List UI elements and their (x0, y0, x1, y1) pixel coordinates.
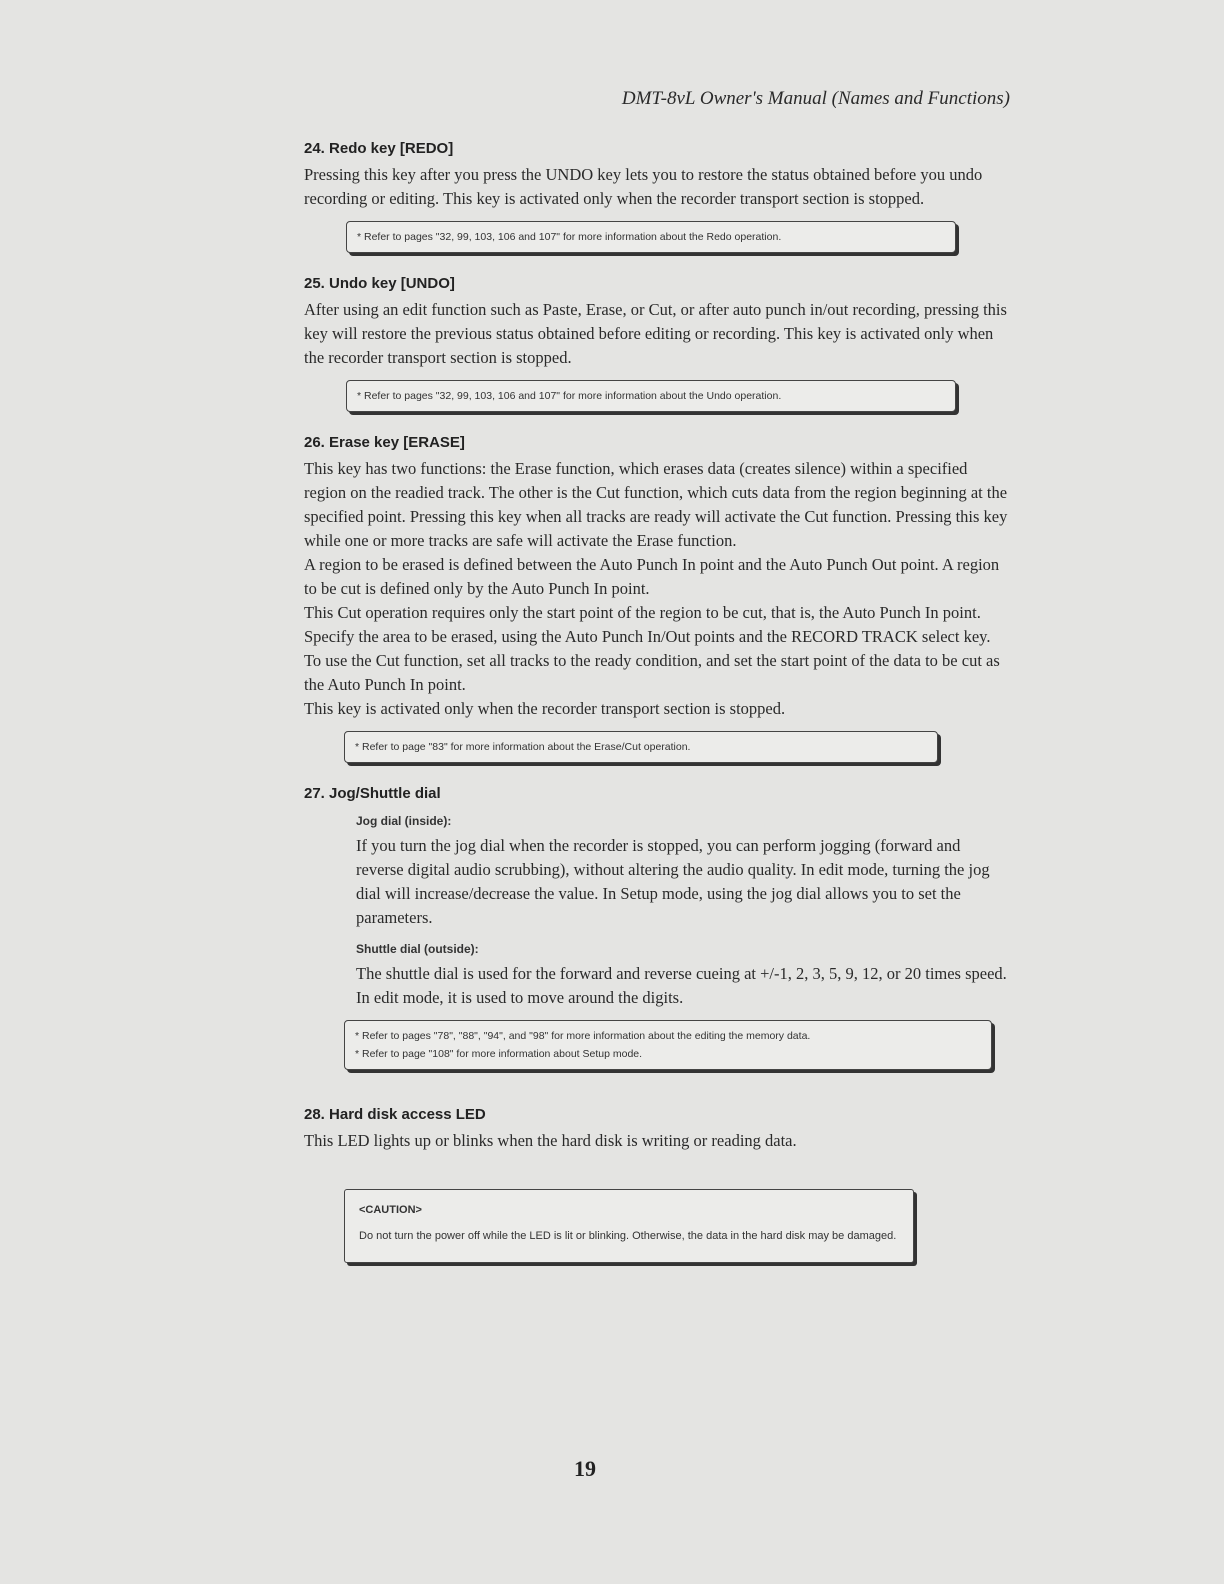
reference-note (344, 1020, 992, 1070)
caution-title: <CAUTION> (359, 1204, 422, 1216)
subsection-jog (356, 814, 1010, 1010)
section-title: 24. Redo key [REDO] (304, 140, 454, 157)
reference-note (344, 731, 938, 763)
note-text: * Refer to pages "32, 99, 103, 106 and 107" for more information about the Redo operation. (357, 231, 782, 243)
subsection-body: The shuttle dial is used for the forward and reverse cueing at +/-1, 2, 3, 5, 9, 12, or 20 times speed. In edit mode, it is used to move around the digits. (356, 964, 1007, 1007)
section-undo (304, 275, 1010, 412)
section-redo (304, 140, 1010, 253)
section-body: Specify the area to be erased, using the Auto Punch In/Out points and the RECORD TRACK select key. To use the Cut function, set all tracks to the ready condition, and set the start point of the data to be cut as the Auto Punch In point. (304, 627, 1000, 694)
section-title: 26. Erase key [ERASE] (304, 434, 465, 451)
reference-note (346, 380, 956, 412)
section-body: After using an edit function such as Paste, Erase, or Cut, or after auto punch in/out recording, pressing this key will restore the previous status obtained before editing or recording. This key is activated only when the recorder transport section is stopped. (304, 300, 1007, 367)
section-body: This key is activated only when the recorder transport section is stopped. (304, 699, 786, 718)
section-body: A region to be erased is defined between the Auto Punch In point and the Auto Punch Out point. A region to be cut is defined only by the Auto Punch In point. (304, 555, 1000, 598)
caution-text: Do not turn the power off while the LED is lit or blinking. Otherwise, the data in the hard disk may be damaged. (359, 1230, 897, 1242)
section-title: 25. Undo key [UNDO] (304, 275, 455, 292)
note-text: * Refer to page "108" for more information about Setup mode. (355, 1048, 643, 1060)
section-title: 28. Hard disk access LED (304, 1106, 486, 1123)
note-text: * Refer to pages "32, 99, 103, 106 and 107" for more information about the Undo operation. (357, 390, 782, 402)
section-body: This key has two functions: the Erase function, which erases data (creates silence) within a specified region on the readied track. The other is the Cut function, which cuts data from the region beginning at the specified point. Pressing this key when all tracks are ready will activate the Cut function. Pressing this key while one or more tracks are safe will activate the Erase function. (304, 459, 1008, 550)
section-erase (304, 434, 1010, 763)
page-content (304, 140, 1010, 1263)
note-text: * Refer to page "83" for more information about the Erase/Cut operation. (355, 741, 691, 753)
section-jog-shuttle (304, 785, 1010, 1070)
caution-box (344, 1189, 914, 1263)
section-hdd-led (304, 1106, 1010, 1153)
subsection-body: If you turn the jog dial when the recorder is stopped, you can perform jogging (forward and reverse digital audio scrubbing), without altering the audio quality. In edit mode, turning the jog dial will increase/decrease the value. In Setup mode, using the jog dial allows you to set the parameters. (356, 836, 990, 927)
section-title: 27. Jog/Shuttle dial (304, 785, 441, 802)
page-header: DMT-8vL Owner's Manual (Names and Functions) (621, 88, 1010, 109)
subsection-title: Jog dial (inside): (356, 814, 452, 828)
page-number: 19 (574, 1456, 596, 1481)
section-body: Pressing this key after you press the UNDO key lets you to restore the status obtained before you undo recording or editing. This key is activated only when the recorder transport section is stopped. (304, 165, 983, 208)
section-body: This LED lights up or blinks when the hard disk is writing or reading data. (304, 1131, 797, 1150)
reference-note (346, 221, 956, 253)
section-body: This Cut operation requires only the start point of the region to be cut, that is, the Auto Punch In point. (304, 603, 981, 622)
note-text: * Refer to pages "78", "88", "94", and "98" for more information about the editing the memory data. (355, 1030, 811, 1042)
subsection-title: Shuttle dial (outside): (356, 942, 479, 956)
